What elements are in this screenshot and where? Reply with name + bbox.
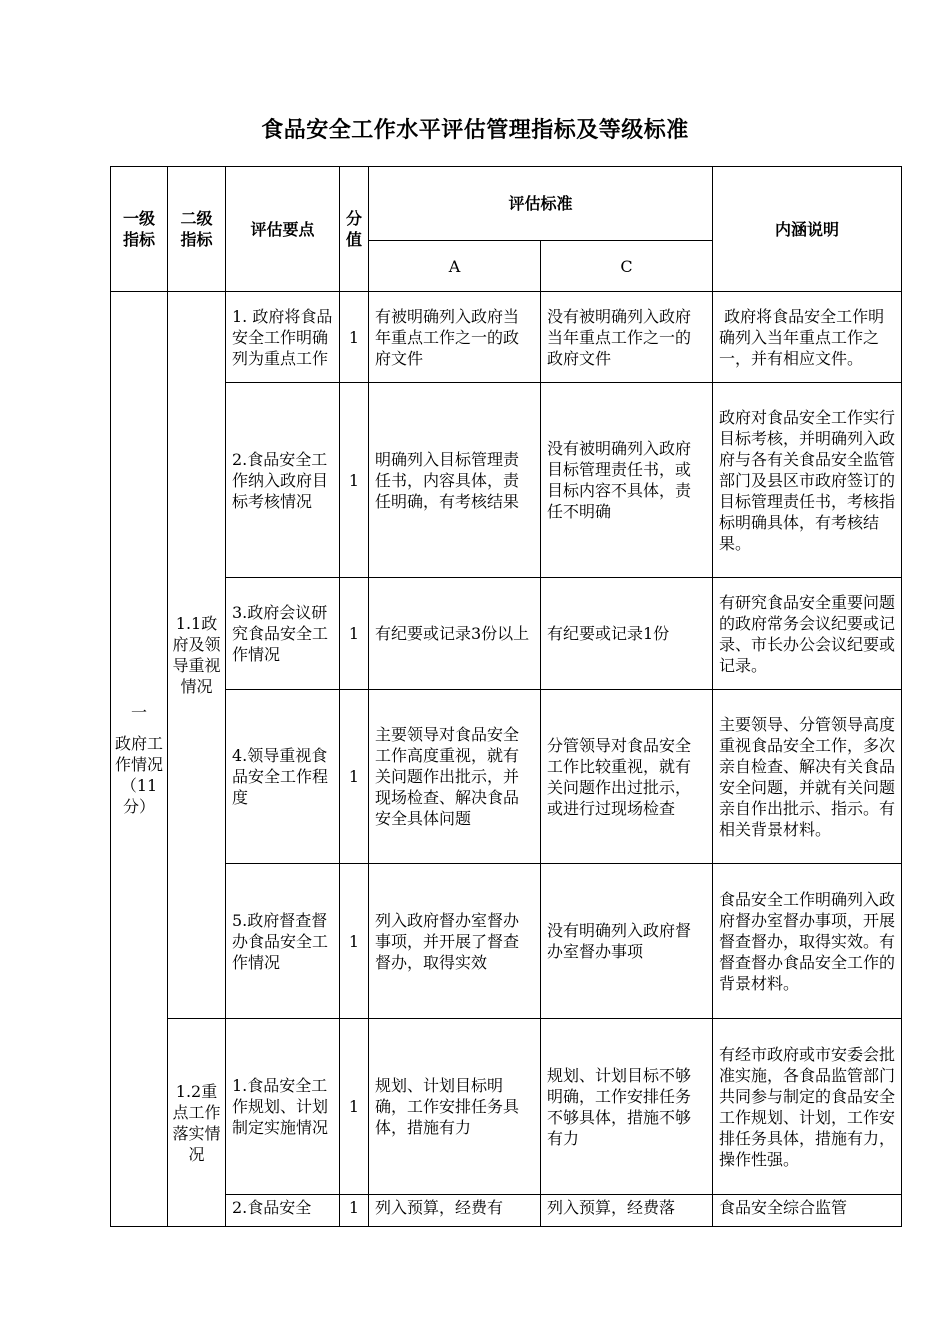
header-grade-c: C [541, 241, 713, 292]
grade-c-cell: 没有被明确列入政府目标管理责任书，或目标内容不具体，责任不明确 [541, 383, 713, 578]
grade-c-cell: 没有明确列入政府督办室督办事项 [541, 864, 713, 1019]
point-cell: 2.食品安全 [226, 1195, 340, 1227]
point-cell: 1.食品安全工作规划、计划制定实施情况 [226, 1019, 340, 1195]
grade-a-cell: 规划、计划目标明确，工作安排任务具体，措施有力 [369, 1019, 541, 1195]
note-cell: 政府对食品安全工作实行目标考核，并明确列入政府与各有关食品安全监管部门及县区市政府签订的目标管理责任书，考核指标明确具体，有考核结果。 [713, 383, 902, 578]
point-cell: 1. 政府将食品安全工作明确列为重点工作 [226, 292, 340, 383]
score-cell: 1 [340, 690, 369, 864]
level1-name: 政府工作情况（11分） [115, 733, 164, 816]
table-row [111, 690, 902, 864]
score-cell: 1 [340, 864, 369, 1019]
score-cell: 1 [340, 383, 369, 578]
grade-c-cell: 没有被明确列入政府当年重点工作之一的政府文件 [541, 292, 713, 383]
header-points: 评估要点 [226, 167, 340, 292]
note-cell: 有经市政府或市安委会批准实施，各食品监管部门共同参与制定的食品安全工作规划、计划，工作安排任务具体，措施有力，操作性强。 [713, 1019, 902, 1195]
grade-c-cell: 列入预算，经费落 [541, 1195, 713, 1227]
header-criteria: 评估标准 [369, 167, 713, 241]
header-notes: 内涵说明 [713, 167, 902, 292]
grade-c-cell: 规划、计划目标不够明确，工作安排任务不够具体，措施不够有力 [541, 1019, 713, 1195]
table-row [111, 1195, 902, 1227]
grade-a-cell: 明确列入目标管理责任书，内容具体，责任明确，有考核结果 [369, 383, 541, 578]
grade-c-cell: 分管领导对食品安全工作比较重视，就有关问题作出过批示，或进行过现场检查 [541, 690, 713, 864]
note-cell: 主要领导、分管领导高度重视食品安全工作，多次亲自检查、解决有关食品安全问题，并就有关问题亲自作出批示、指示。有相关背景材料。 [713, 690, 902, 864]
grade-a-cell: 列入预算，经费有 [369, 1195, 541, 1227]
level1-cell [111, 292, 168, 1227]
note-cell: 食品安全工作明确列入政府督办室督办事项，开展督查督办，取得实效。有督查督办食品安全工作的背景材料。 [713, 864, 902, 1019]
score-cell: 1 [340, 1195, 369, 1227]
header-grade-a: A [369, 241, 541, 292]
table-row [111, 383, 902, 578]
grade-a-cell: 主要领导对食品安全工作高度重视，就有关问题作出批示，并现场检查、解决食品安全具体问题 [369, 690, 541, 864]
level2-cell: 1.1政府及领导重视情况 [168, 292, 226, 1019]
table-row [111, 578, 902, 690]
level2-cell: 1.2重点工作落实情况 [168, 1019, 226, 1227]
header-level1: 一级指标 [111, 167, 168, 292]
table-row [111, 864, 902, 1019]
score-cell: 1 [340, 578, 369, 690]
note-cell: 政府将食品安全工作明确列入当年重点工作之一，并有相应文件。 [713, 292, 902, 383]
score-cell: 1 [340, 292, 369, 383]
page-title: 食品安全工作水平评估管理指标及等级标准 [261, 118, 689, 143]
grade-c-cell: 有纪要或记录1份 [541, 578, 713, 690]
point-cell: 2.食品安全工作纳入政府目标考核情况 [226, 383, 340, 578]
point-cell: 4.领导重视食品安全工作程度 [226, 690, 340, 864]
header-level2: 二级指标 [168, 167, 226, 292]
grade-a-cell: 有纪要或记录3份以上 [369, 578, 541, 690]
note-cell: 食品安全综合监管 [713, 1195, 902, 1227]
level1-number: 一 [130, 702, 147, 722]
header-score: 分值 [340, 167, 369, 292]
point-cell: 5.政府督查督办食品安全工作情况 [226, 864, 340, 1019]
table-row [111, 292, 902, 383]
grade-a-cell: 列入政府督办室督办事项，并开展了督查督办，取得实效 [369, 864, 541, 1019]
table-row [111, 1019, 902, 1195]
point-cell: 3.政府会议研究食品安全工作情况 [226, 578, 340, 690]
standards-table [110, 166, 902, 1227]
grade-a-cell: 有被明确列入政府当年重点工作之一的政府文件 [369, 292, 541, 383]
note-cell: 有研究食品安全重要问题的政府常务会议纪要或记录、市长办公会议纪要或记录。 [713, 578, 902, 690]
score-cell: 1 [340, 1019, 369, 1195]
